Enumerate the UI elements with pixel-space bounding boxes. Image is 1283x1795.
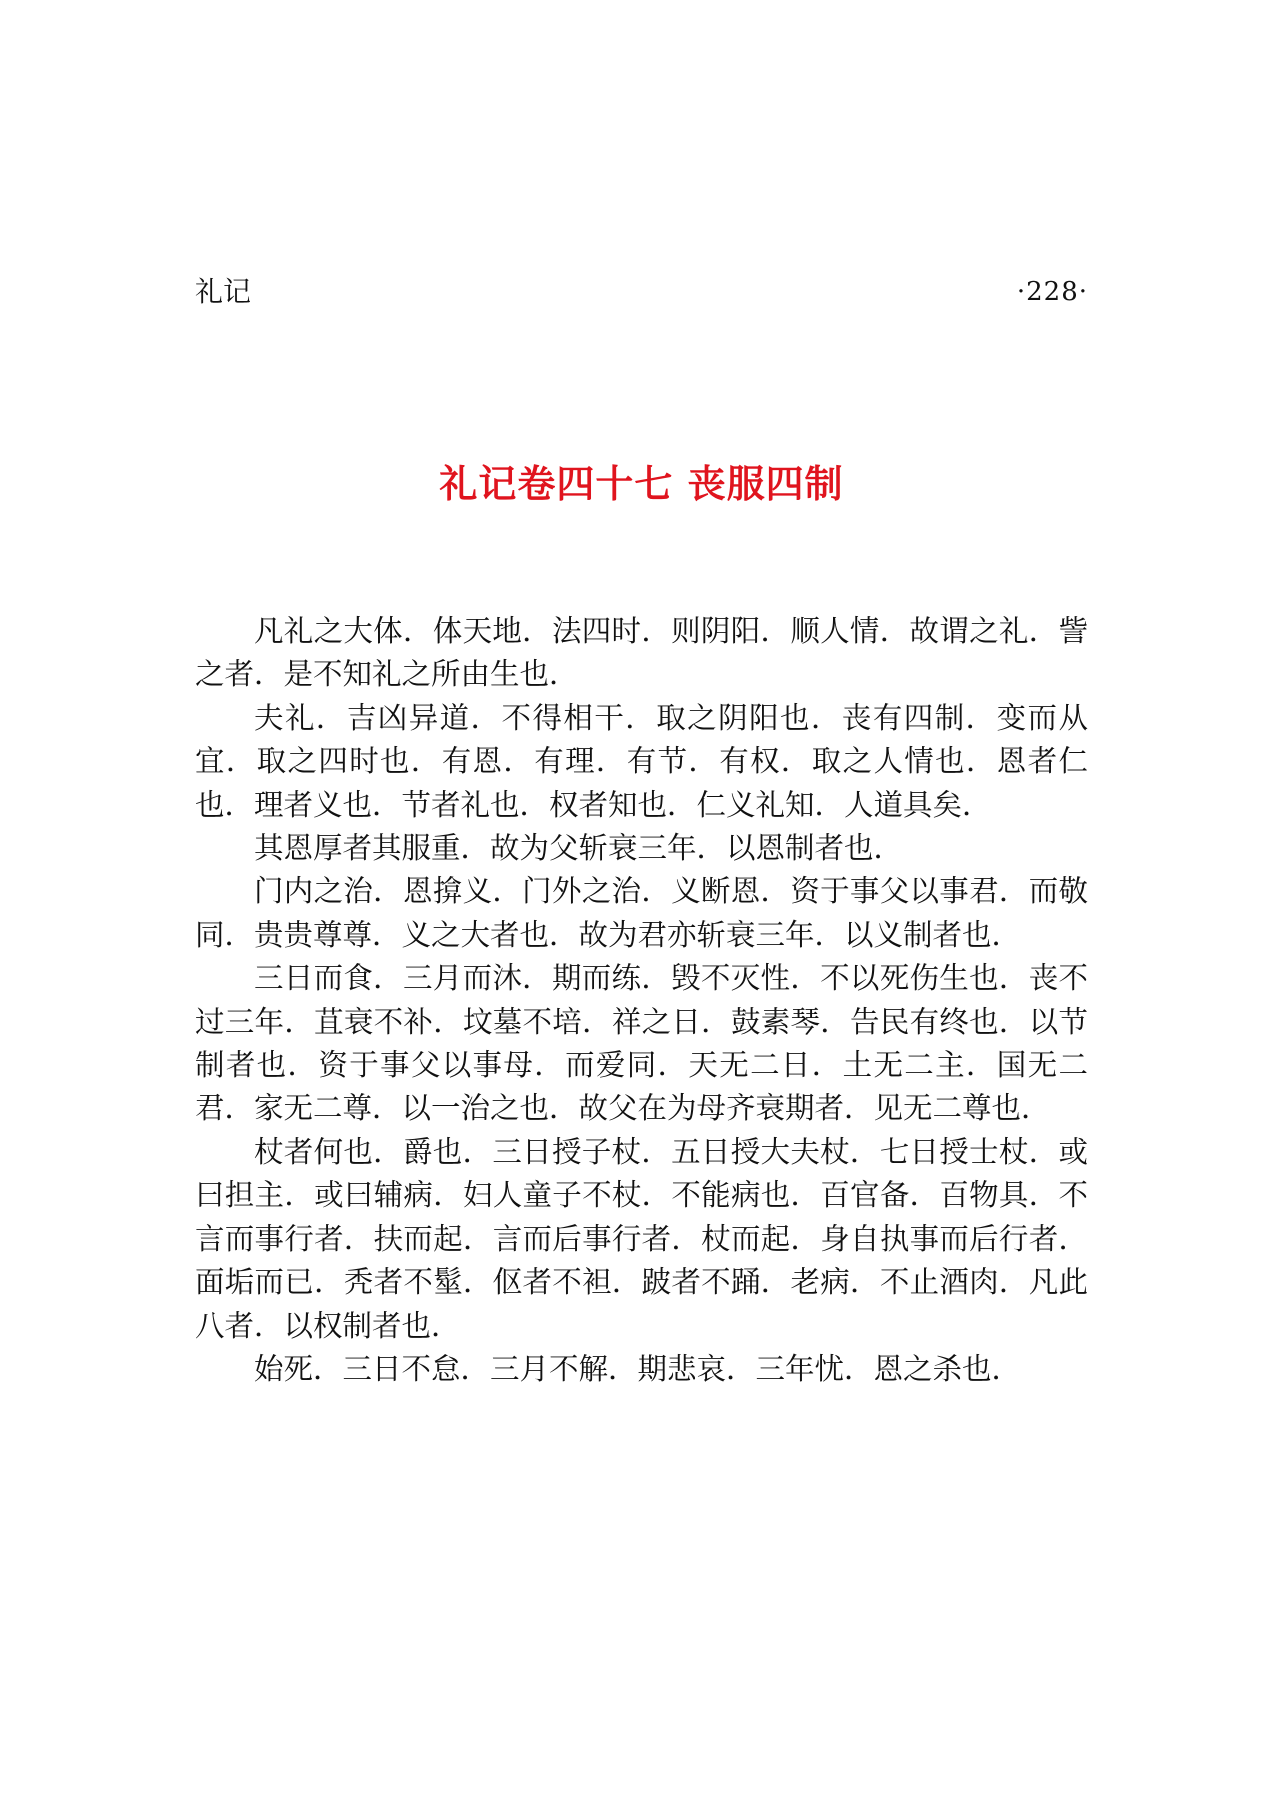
running-header <box>195 272 1088 312</box>
paragraph: 凡礼之大体．体天地．法四时．则阴阳．顺人情．故谓之礼．訾之者．是不知礼之所由生也． <box>195 614 1088 692</box>
body-text <box>195 610 1088 1391</box>
book-name: 礼记 <box>195 275 252 308</box>
paragraph: 杖者何也．爵也．三日授子杖．五日授大夫杖．七日授士杖．或曰担主．或曰辅病．妇人童子不杖．不能病也．百官备．百物具．不言而事行者．扶而起．言而后事行者．杖而起．身自执事而后行者．面垢而已．秃者不髽．伛者不袒．跛者不踊．老病．不止酒肉．凡此八者．以权制者也． <box>195 1134 1088 1343</box>
page-number: ·228· <box>1016 277 1088 307</box>
chapter-title: 礼记卷四十七 丧服四制 <box>439 462 844 506</box>
paragraph: 三日而食．三月而沐．期而练．毁不灭性．不以死伤生也．丧不过三年．苴衰不补．坟墓不培．祥之日．鼓素琴．告民有终也．以节制者也．资于事父以事母．而爱同．天无二日．土无二主．国无二君．家无二尊．以一治之也．故父在为母齐衰期者．见无二尊也． <box>195 961 1088 1126</box>
paragraph: 其恩厚者其服重．故为父斩衰三年．以恩制者也． <box>254 831 904 866</box>
paragraph: 夫礼．吉凶异道．不得相干．取之阴阳也．丧有四制．变而从宜．取之四时也．有恩．有理．有节．有权．取之人情也．恩者仁也．理者义也．节者礼也．权者知也．仁义礼知．人道具矣． <box>195 700 1088 822</box>
paragraph: 始死．三日不怠．三月不解．期悲哀．三年忧．恩之杀也． <box>254 1351 1022 1386</box>
paragraph: 门内之治．恩揜义．门外之治．义断恩．资于事父以事君．而敬同．贵贵尊尊．义之大者也．故为君亦斩衰三年．以义制者也． <box>195 874 1088 952</box>
